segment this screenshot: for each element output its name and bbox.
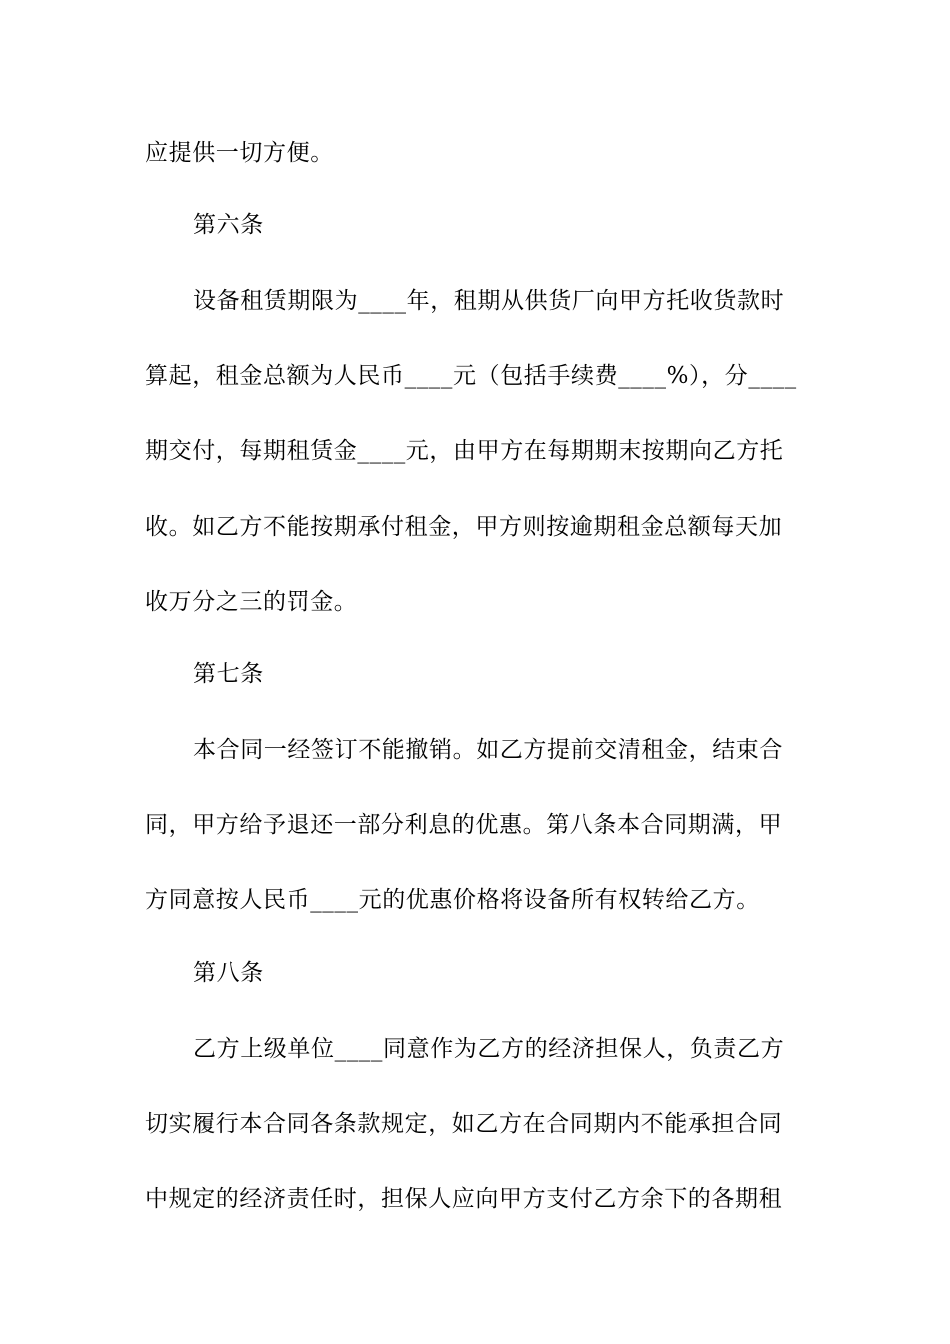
text-line-4: 算起，租金总额为人民币____元（包括手续费____%），分____ (145, 363, 797, 389)
text-line-1: 应提供一切方便。 (145, 140, 334, 166)
text-line-15: 中规定的经济责任时，担保人应向甲方支付乙方余下的各期租 (145, 1186, 783, 1212)
text-line-3: 设备租赁期限为____年，租期从供货厂向甲方托收货款时 (193, 288, 785, 314)
article-7-heading: 第七条 (193, 661, 264, 687)
text-line-14: 切实履行本合同各条款规定，如乙方在合同期内不能承担合同 (145, 1111, 783, 1137)
article-8-heading: 第八条 (193, 960, 264, 986)
text-line-5: 期交付，每期租赁金____元，由甲方在每期期末按期向乙方托 (145, 438, 784, 464)
text-line-7: 收万分之三的罚金。 (145, 589, 358, 615)
article-6-heading: 第六条 (193, 212, 264, 238)
text-line-9: 本合同一经签订不能撤销。如乙方提前交清租金，结束合 (193, 737, 783, 763)
text-line-11: 方同意按人民币____元的优惠价格将设备所有权转给乙方。 (145, 887, 760, 913)
text-line-10: 同，甲方给予退还一部分利息的优惠。第八条本合同期满，甲 (145, 812, 783, 838)
text-line-6: 收。如乙方不能按期承付租金，甲方则按逾期租金总额每天加 (145, 514, 783, 540)
text-line-13: 乙方上级单位____同意作为乙方的经济担保人，负责乙方 (193, 1036, 785, 1062)
